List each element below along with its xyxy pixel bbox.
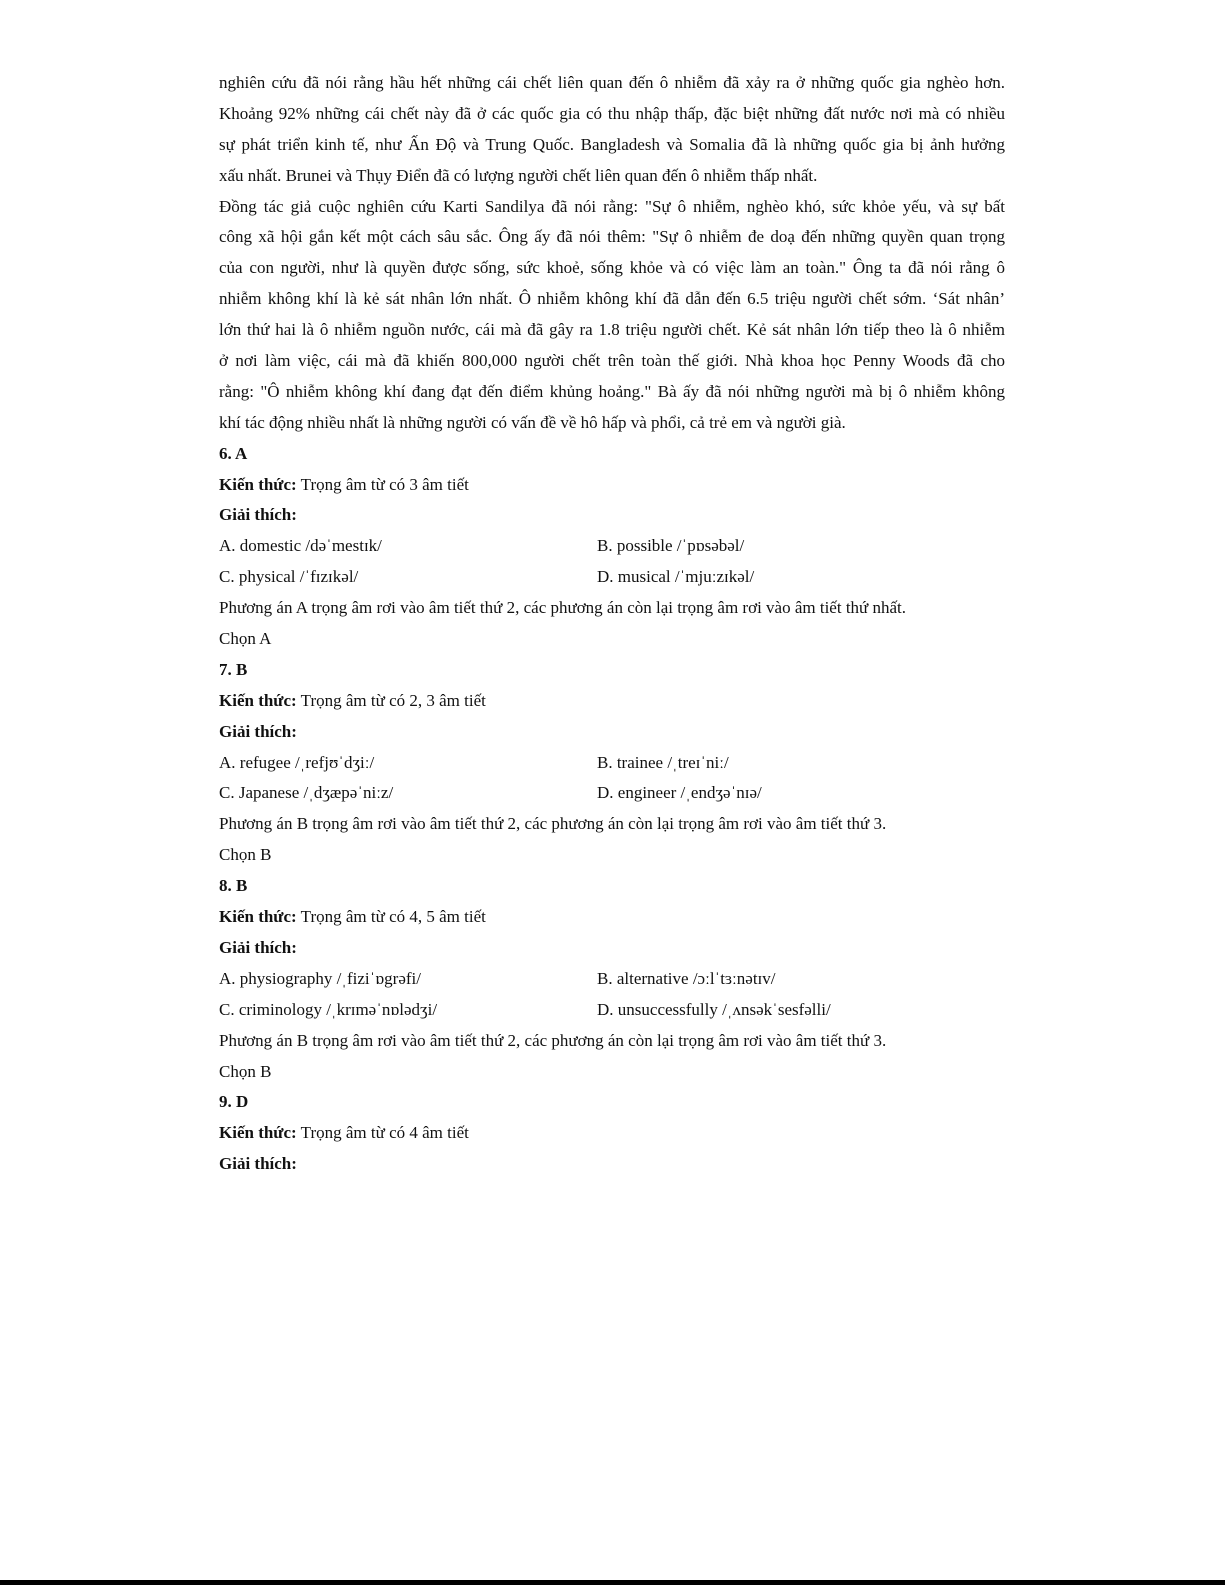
question-6 xyxy=(219,439,1005,655)
options-row xyxy=(219,778,1005,809)
question-heading: 8. B xyxy=(219,876,248,896)
explain-label: Giải thích: xyxy=(219,937,297,957)
option-b: B. alternative /ɔːlˈtɜːnətɪv/ xyxy=(597,968,776,988)
passage-line: Khoảng 92% những cái chết này đã ở các quốc gia có thu nhập thấp, đặc biệt những đất nước nơi mà có nhiều xyxy=(219,103,1005,123)
answer-choice: Chọn A xyxy=(219,629,272,649)
option-a: A. domestic /dəˈmestɪk/ xyxy=(219,536,382,556)
option-d: D. musical /ˈmjuːzɪkəl/ xyxy=(597,567,755,587)
question-heading: 6. A xyxy=(219,443,248,463)
knowledge-line xyxy=(219,902,1005,933)
answer-note: Phương án B trọng âm rơi vào âm tiết thứ 2, các phương án còn lại trọng âm rơi vào âm tiết thứ 3. xyxy=(219,1030,887,1050)
knowledge-label: Kiến thức: xyxy=(219,907,297,927)
answer-choice: Chọn B xyxy=(219,1061,272,1081)
knowledge-text: Trọng âm từ có 3 âm tiết xyxy=(296,474,469,494)
option-a: A. physiography /ˌfiziˈɒgrəfi/ xyxy=(219,968,421,988)
passage-line: công xã hội gắn kết một cách sâu sắc. Ông ấy đã nói thêm: "Sự ô nhiễm đe doạ đến những quyền quan trọng xyxy=(219,227,1005,247)
question-heading: 7. B xyxy=(219,659,248,679)
passage-line: lớn thứ hai là ô nhiễm nguồn nước, cái mà đã gây ra 1.8 triệu người chết. Kẻ sát nhân lớn tiếp theo là ô nhiễm xyxy=(219,320,1005,340)
passage-line: sự phát triển kinh tế, như Ấn Độ và Trung Quốc. Bangladesh và Somalia đã là những quốc gia bị ảnh hưởng xyxy=(219,134,1005,154)
question-7 xyxy=(219,655,1005,871)
knowledge-text: Trọng âm từ có 2, 3 âm tiết xyxy=(296,690,486,710)
option-c: C. physical /ˈfɪzɪkəl/ xyxy=(219,567,359,587)
passage-line: xấu nhất. Brunei và Thụy Điển đã có lượng người chết liên quan đến ô nhiễm thấp nhất. xyxy=(219,165,818,185)
explain-label: Giải thích: xyxy=(219,1154,297,1174)
knowledge-line xyxy=(219,686,1005,717)
passage-line: ở nơi làm việc, cái mà đã khiến 800,000 người chết trên toàn thế giới. Nhà khoa học Penny Woods đã cho xyxy=(219,351,1005,371)
options-row xyxy=(219,562,1005,593)
options-row xyxy=(219,964,1005,995)
document-page xyxy=(219,68,1005,1180)
knowledge-line xyxy=(219,470,1005,501)
passage xyxy=(219,68,1005,439)
options-row xyxy=(219,995,1005,1026)
page-bottom-rule xyxy=(0,1580,1225,1585)
option-b: B. trainee /ˌtreɪˈniː/ xyxy=(597,752,729,772)
answer-choice: Chọn B xyxy=(219,845,272,865)
passage-line: của con người, như là quyền được sống, sức khoẻ, sống khỏe và có việc làm an toàn." Ông ta đã nói rằng ô xyxy=(219,258,1005,278)
options-row xyxy=(219,748,1005,779)
option-b: B. possible /ˈpɒsəbəl/ xyxy=(597,536,745,556)
option-a: A. refugee /ˌrefjʊˈdʒiː/ xyxy=(219,752,375,772)
passage-line: rằng: "Ô nhiễm không khí đang đạt đến điểm khủng hoảng." Bà ấy đã nói những người mà bị ô nhiễm không xyxy=(219,381,1005,401)
option-c: C. criminology /ˌkrɪməˈnɒlədʒi/ xyxy=(219,999,438,1019)
knowledge-text: Trọng âm từ có 4 âm tiết xyxy=(296,1123,469,1143)
question-heading: 9. D xyxy=(219,1092,249,1112)
knowledge-line xyxy=(219,1118,1005,1149)
passage-line: nghiên cứu đã nói rằng hầu hết những cái chết liên quan đến ô nhiễm đã xảy ra ở những quốc gia nghèo hơn. xyxy=(219,73,1005,92)
question-8 xyxy=(219,871,1005,1087)
option-d: D. unsuccessfully /ˌʌnsəkˈsesfəlli/ xyxy=(597,999,831,1019)
answer-note: Phương án B trọng âm rơi vào âm tiết thứ 2, các phương án còn lại trọng âm rơi vào âm tiết thứ 3. xyxy=(219,814,887,834)
question-9 xyxy=(219,1087,1005,1180)
knowledge-label: Kiến thức: xyxy=(219,474,297,494)
knowledge-label: Kiến thức: xyxy=(219,690,297,710)
explain-label: Giải thích: xyxy=(219,505,297,525)
option-d: D. engineer /ˌendʒəˈnɪə/ xyxy=(597,783,762,803)
explain-label: Giải thích: xyxy=(219,721,297,741)
passage-line: Đồng tác giả cuộc nghiên cứu Karti Sandilya đã nói rằng: "Sự ô nhiễm, nghèo khó, sức khỏe yếu, và sự bất xyxy=(219,196,1005,216)
options-row xyxy=(219,531,1005,562)
answer-note: Phương án A trọng âm rơi vào âm tiết thứ 2, các phương án còn lại trọng âm rơi vào âm tiết thứ nhất. xyxy=(219,598,907,618)
passage-line: khí tác động nhiều nhất là những người có vấn đề về hô hấp và phổi, cả trẻ em và người già. xyxy=(219,412,846,432)
option-c: C. Japanese /ˌdʒæpəˈniːz/ xyxy=(219,783,394,803)
knowledge-text: Trọng âm từ có 4, 5 âm tiết xyxy=(296,907,486,927)
knowledge-label: Kiến thức: xyxy=(219,1123,297,1143)
passage-line: nhiễm không khí là kẻ sát nhân lớn nhất. Ô nhiễm không khí đã dẫn đến 6.5 triệu người chết sớm. ‘Sát nhân’ xyxy=(219,289,1005,309)
